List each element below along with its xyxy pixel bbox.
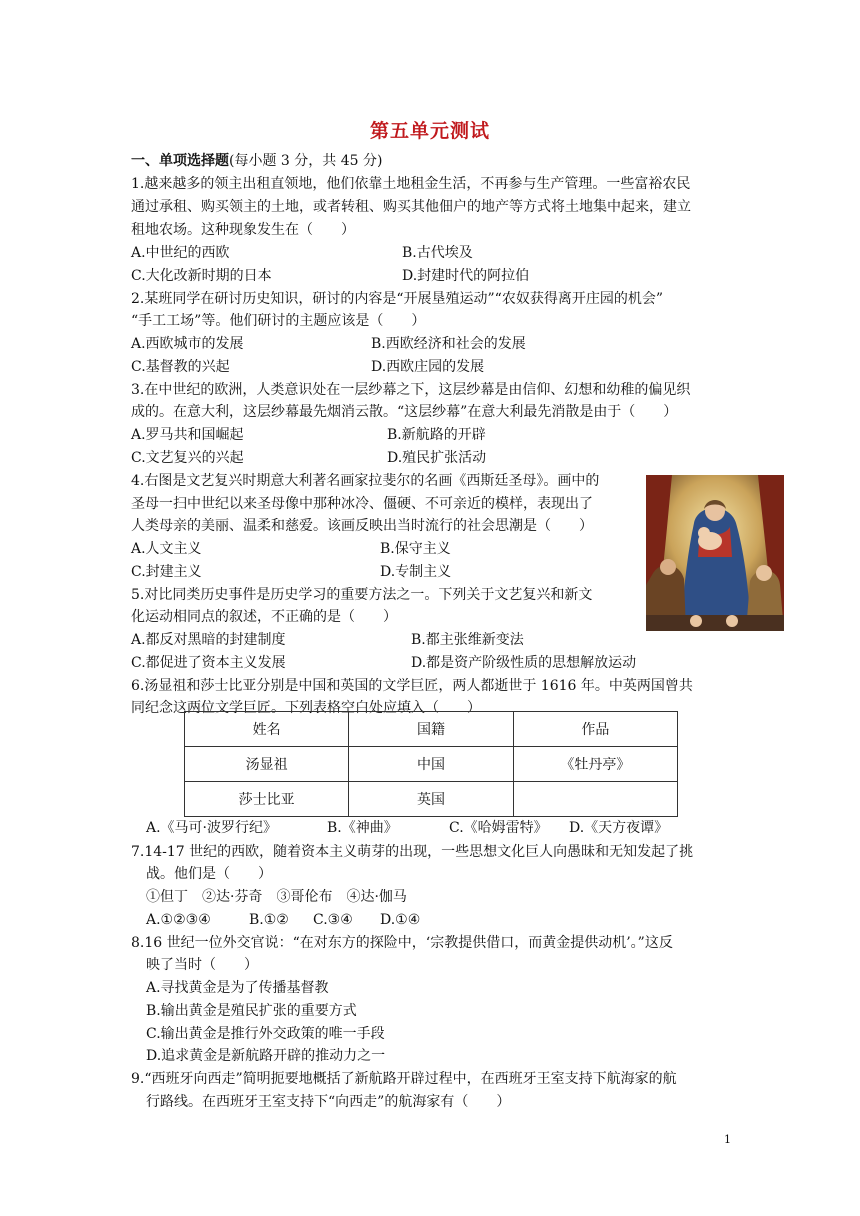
- question-7-option-b: B.①②: [249, 912, 289, 928]
- question-6-option-a: A.《马可·波罗行纪》: [146, 820, 278, 836]
- question-2-line-2: “手工工场”等。他们研讨的主题应该是（ ）: [131, 313, 426, 329]
- question-4-line-3: 人类母亲的美丽、温柔和慈爱。该画反映出当时流行的社会思潮是（ ）: [131, 518, 593, 534]
- table-cell: 英国: [349, 782, 513, 817]
- question-8-line-1: 8.16 世纪一位外交官说：“在对东方的探险中，‘宗教提供借口，而黄金提供动机’。”这反: [131, 935, 673, 951]
- table-cell: 莎士比亚: [185, 782, 349, 817]
- question-7-items: ①但丁 ②达·芬奇 ③哥伦布 ④达·伽马: [146, 889, 407, 905]
- question-9-line-1: 9.“西班牙向西走”简明扼要地概括了新航路开辟过程中，在西班牙王室支持下航海家的航: [131, 1071, 677, 1087]
- question-9-line-2: 行路线。在西班牙王室支持下“向西走”的航海家有（ ）: [146, 1094, 511, 1110]
- question-6-line-1: 6.汤显祖和莎士比亚分别是中国和英国的文学巨匠，两人都逝世于 1616 年。中英两国曾共: [131, 678, 693, 694]
- question-1-line-3: 租地农场。这种现象发生在（ ）: [131, 222, 355, 238]
- table-cell: 《牡丹亭》: [513, 747, 677, 782]
- question-7-line-1: 7.14-17 世纪的西欧，随着资本主义萌芽的出现，一些思想文化巨人向愚昧和无知发起了挑: [131, 844, 694, 860]
- question-6-option-c: C.《哈姆雷特》: [449, 820, 548, 836]
- question-4-option-b: B.保守主义: [380, 541, 451, 557]
- sistine-madonna-painting: [646, 475, 784, 631]
- question-2-line-1: 2.某班同学在研讨历史知识，研讨的内容是“开展垦殖运动”“农奴获得离开庄园的机会”: [131, 291, 663, 307]
- question-6-line-2: 同纪念这两位文学巨匠。下列表格空白处应填入（ ）: [131, 700, 481, 716]
- question-5-option-c: C.都促进了资本主义发展: [131, 655, 286, 671]
- question-8-option-a: A.寻找黄金是为了传播基督教: [146, 980, 329, 996]
- question-3-option-c: C.文艺复兴的兴起: [131, 450, 244, 466]
- question-8-option-d: D.追求黄金是新航路开辟的推动力之一: [146, 1048, 386, 1064]
- question-2-option-a: A.西欧城市的发展: [131, 336, 244, 352]
- question-1-line-1: 1.越来越多的领主出租直领地，他们依靠土地租金生活，不再参与生产管理。一些富裕农民: [131, 176, 691, 192]
- question-7-option-d: D.①④: [380, 912, 421, 928]
- question-1-option-c: C.大化改新时期的日本: [131, 268, 272, 284]
- question-4-option-d: D.专制主义: [380, 564, 452, 580]
- question-6-table: [184, 711, 678, 817]
- question-8-line-2: 映了当时（ ）: [146, 957, 258, 973]
- question-3-option-d: D.殖民扩张活动: [387, 450, 487, 466]
- question-5-line-2: 化运动相同点的叙述，不正确的是（ ）: [131, 609, 397, 625]
- question-2-option-b: B.西欧经济和社会的发展: [371, 336, 526, 352]
- question-7-option-a: A.①②③④: [146, 912, 211, 928]
- table-cell: 汤显祖: [185, 747, 349, 782]
- question-7-line-2: 战。他们是（ ）: [146, 866, 272, 882]
- table-header-cell: 姓名: [185, 712, 349, 747]
- question-5-option-d: D.都是资产阶级性质的思想解放运动: [411, 655, 637, 671]
- question-5-line-1: 5.对比同类历史事件是历史学习的重要方法之一。下列关于文艺复兴和新文: [131, 587, 593, 603]
- question-4-line-2: 圣母一扫中世纪以来圣母像中那种冰冷、僵硬、不可亲近的模样，表现出了: [131, 496, 593, 512]
- table-header-cell: 国籍: [349, 712, 513, 747]
- table-header-cell: 作品: [513, 712, 677, 747]
- question-5-option-a: A.都反对黑暗的封建制度: [131, 632, 286, 648]
- page-number: 1: [724, 1133, 731, 1146]
- question-4-line-1: 4.右图是文艺复兴时期意大利著名画家拉斐尔的名画《西斯廷圣母》。画中的: [131, 473, 600, 489]
- table-header-row: [185, 712, 678, 747]
- question-6-option-d: D.《天方夜谭》: [569, 820, 669, 836]
- section-heading: [131, 150, 382, 172]
- section-heading-label: 一、单项选择题: [131, 153, 229, 169]
- question-2-option-d: D.西欧庄园的发展: [371, 359, 485, 375]
- question-6-option-b: B.《神曲》: [327, 820, 398, 836]
- question-1-line-2: 通过承租、购买领主的土地，或者转租、购买其他佃户的地产等方式将土地集中起来，建立: [131, 199, 691, 215]
- page-title: 第五单元测试: [369, 120, 490, 142]
- question-8-option-c: C.输出黄金是推行外交政策的唯一手段: [146, 1026, 385, 1042]
- question-3-option-a: A.罗马共和国崛起: [131, 427, 244, 443]
- question-1-option-a: A.中世纪的西欧: [131, 245, 230, 261]
- question-8-option-b: B.输出黄金是殖民扩张的重要方式: [146, 1003, 357, 1019]
- question-2-option-c: C.基督教的兴起: [131, 359, 230, 375]
- question-3-option-b: B.新航路的开辟: [387, 427, 486, 443]
- question-3-line-2: 成的。在意大利，这层纱幕最先烟消云散。“这层纱幕”在意大利最先消散是由于（ ）: [131, 404, 678, 420]
- question-4-option-a: A.人文主义: [131, 541, 202, 557]
- table-cell: 中国: [349, 747, 513, 782]
- question-1-option-b: B.古代埃及: [402, 245, 473, 261]
- question-5-option-b: B.都主张维新变法: [411, 632, 524, 648]
- table-row: [185, 782, 678, 817]
- table-row: [185, 747, 678, 782]
- table-blank-cell: [513, 782, 677, 817]
- section-score-note: (每小题 3 分，共 45 分): [229, 153, 383, 169]
- painting-illustration: [646, 475, 784, 631]
- question-4-option-c: C.封建主义: [131, 564, 202, 580]
- question-1-option-d: D.封建时代的阿拉伯: [402, 268, 530, 284]
- question-7-option-c: C.③④: [313, 912, 353, 928]
- question-3-line-1: 3.在中世纪的欧洲，人类意识处在一层纱幕之下，这层纱幕是由信仰、幻想和幼稚的偏见织: [131, 382, 691, 398]
